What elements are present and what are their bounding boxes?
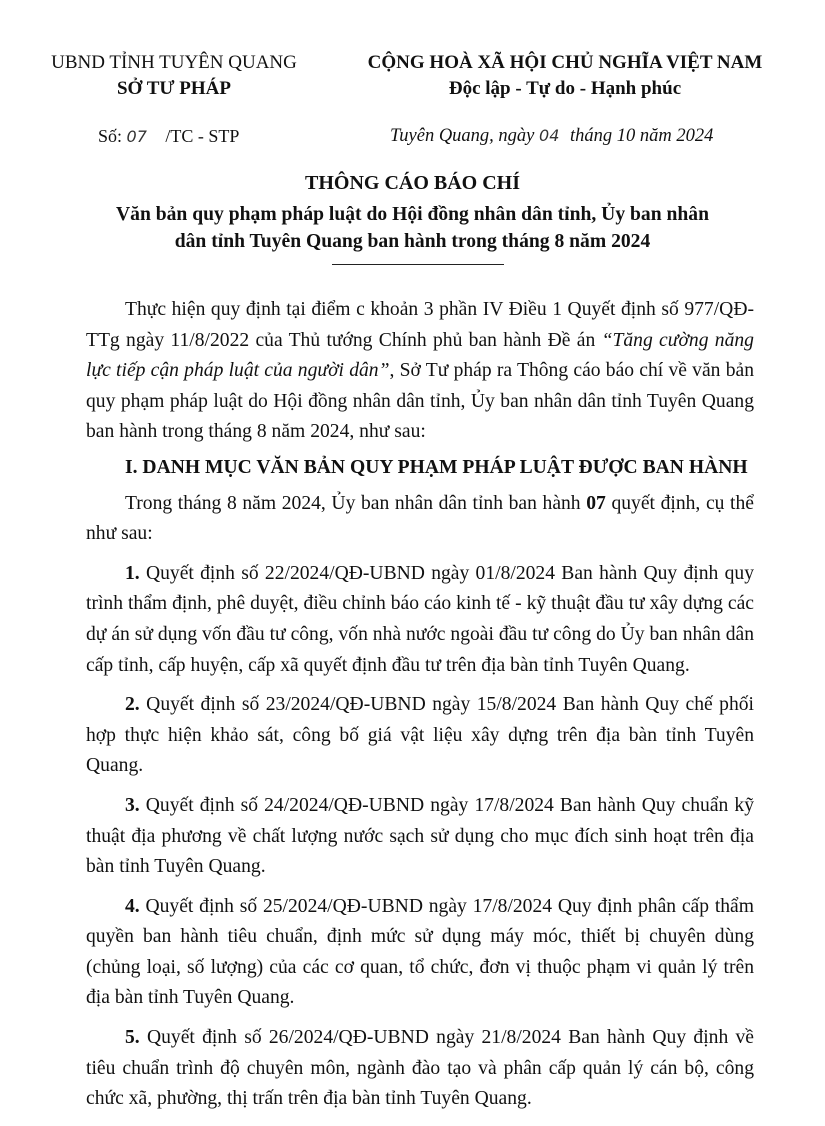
list-item	[86, 791, 754, 883]
list-item	[86, 690, 754, 782]
item-number: 1.	[125, 562, 140, 584]
document-date	[390, 126, 713, 147]
item-text: Quyết định số 25/2024/QĐ-UBND ngày 17/8/2024 Quy định phân cấp thẩm quyền ban hành tiêu chuẩn, định mức sử dụng máy móc, thiết bị chuyên dùng (chủng loại, số lượng) của các cơ quan, tổ chức, đơn vị thuộc phạm vi quản lý trên địa bàn tỉnh Tuyên Quang.	[86, 895, 754, 1009]
item-number: 5.	[125, 1027, 140, 1049]
list-item	[86, 892, 754, 1014]
title-divider	[332, 264, 504, 265]
item-text: Quyết định số 26/2024/QĐ-UBND ngày 21/8/2024 Ban hành Quy định về tiêu chuẩn trình độ chuyên môn, ngành đào tạo và phân cấp quản lý cán bộ, công chức xã, phường, thị trấn trên địa bàn tỉnh Tuyên Quang.	[86, 1027, 754, 1110]
date-suffix: tháng 10 năm 2024	[570, 126, 714, 146]
document-body	[86, 295, 754, 1115]
summary-count: 07	[586, 492, 606, 514]
date-day: 04	[539, 126, 560, 145]
agency-name: SỞ TƯ PHÁP	[116, 78, 231, 99]
item-number: 4.	[125, 895, 140, 917]
page-title: THÔNG CÁO BÁO CHÍ	[304, 172, 521, 194]
date-prefix: Tuyên Quang, ngày	[390, 126, 535, 146]
summary-text-2: quyết định, cụ thể như sau:	[86, 492, 754, 545]
national-motto: Độc lập - Tự do - Hạnh phúc	[448, 78, 682, 99]
intro-text-2: , Sở Tư pháp ra Thông cáo báo chí về văn bản quy phạm pháp luật do Hội đồng nhân dân tỉnh, Ủy ban nhân dân tỉnh Tuyên Quang ban hành trong tháng 8 năm 2024, như sau:	[86, 360, 754, 443]
intro-italic: “Tăng cường năng lực tiếp cận pháp luật của người dân”	[86, 329, 754, 382]
item-text: Quyết định số 24/2024/QĐ-UBND ngày 17/8/2024 Ban hành Quy chuẩn kỹ thuật địa phương về chất lượng nước sạch sử dụng cho mục đích sinh hoạt trên địa bàn tỉnh Tuyên Quang.	[86, 794, 754, 878]
section-heading: I. DANH MỤC VĂN BẢN QUY PHẠM PHÁP LUẬT ĐƯỢC BAN HÀNH	[125, 456, 748, 478]
summary-text-1: Trong tháng 8 năm 2024, Ủy ban nhân dân tỉnh ban hành	[125, 492, 587, 514]
item-number: 2.	[125, 694, 140, 716]
national-title: CỘNG HOÀ XÃ HỘI CHỦ NGHĨA VIỆT NAM	[367, 52, 763, 73]
subtitle-line-2: dân tỉnh Tuyên Quang ban hành trong tháng 8 năm 2024	[174, 231, 651, 252]
subtitle-line-1: Văn bản quy phạm pháp luật do Hội đồng nhân dân tỉnh, Ủy ban nhân	[116, 204, 709, 225]
item-text: Quyết định số 22/2024/QĐ-UBND ngày 01/8/2024 Ban hành Quy định quy trình thẩm định, phê duyệt, điều chỉnh báo cáo kinh tế - kỹ thuật đầu tư xây dựng các dự án sử dụng vốn đầu tư công, vốn nhà nước ngoài đầu tư công do Ủy ban nhân dân cấp tỉnh, cấp huyện, cấp xã quyết định đầu tư trên địa bàn tỉnh Tuyên Quang.	[86, 562, 754, 676]
list-item	[86, 1023, 754, 1115]
list-item	[86, 559, 754, 681]
intro-paragraph	[86, 295, 754, 448]
item-text: Quyết định số 23/2024/QĐ-UBND ngày 15/8/2024 Ban hành Quy chế phối hợp thực hiện khảo sát, công bố giá vật liệu xây dựng trên địa bàn tỉnh Tuyên Quang.	[86, 694, 754, 777]
section-summary	[86, 489, 754, 550]
agency-parent: UBND TỈNH TUYÊN QUANG	[51, 52, 297, 73]
number-prefix: Số:	[98, 126, 123, 146]
number-suffix: /TC - STP	[165, 126, 240, 146]
number-value: 07	[126, 127, 147, 146]
intro-text-1: Thực hiện quy định tại điểm c khoản 3 phần IV Điều 1 Quyết định số 977/QĐ-TTg ngày 11/8/2022 của Thủ tướng Chính phủ ban hành Đề án	[86, 299, 754, 351]
document-number	[98, 126, 239, 147]
item-number: 3.	[125, 794, 140, 816]
